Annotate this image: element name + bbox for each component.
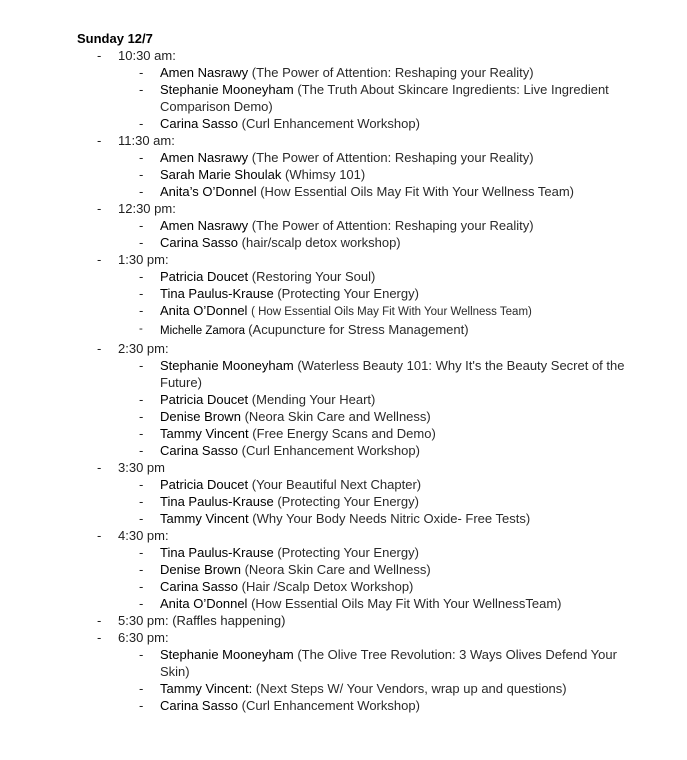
speaker-name: Amen Nasrawy — [160, 150, 249, 165]
session-topic: (The Olive Tree Revolution: 3 Ways Olives Defend Your Skin) — [160, 647, 617, 679]
bullet-dash: - — [139, 358, 144, 373]
session-item — [0, 217, 687, 234]
session-item — [0, 64, 687, 81]
session-item — [0, 510, 687, 527]
speaker-name: Tina Paulus-Krause — [160, 494, 274, 509]
session-list — [0, 268, 687, 340]
session-item — [0, 183, 687, 200]
session-item — [0, 81, 687, 115]
bullet-dash: - — [97, 613, 102, 628]
speaker-name: Tammy Vincent — [160, 511, 249, 526]
session-item — [0, 544, 687, 561]
bullet-dash: - — [97, 528, 102, 543]
time-slot-line — [0, 459, 687, 476]
session-list — [0, 64, 687, 132]
session-list — [0, 476, 687, 527]
speaker-name: Tammy Vincent — [160, 426, 249, 441]
session-item — [0, 149, 687, 166]
bullet-dash: - — [139, 426, 144, 441]
time-slot-line — [0, 47, 687, 64]
bullet-dash: - — [139, 82, 144, 97]
bullet-dash: - — [97, 201, 102, 216]
bullet-dash: - — [139, 323, 143, 335]
bullet-dash: - — [139, 269, 144, 284]
session-topic: (Free Energy Scans and Demo) — [252, 426, 436, 441]
session-topic: (Neora Skin Care and Wellness) — [244, 562, 431, 577]
session-list — [0, 646, 687, 714]
session-list — [0, 544, 687, 612]
time-note: (Raffles happening) — [172, 613, 286, 628]
time-label: 5:30 pm: — [118, 613, 169, 628]
day-heading: Sunday 12/7 — [77, 31, 153, 46]
session-item — [0, 493, 687, 510]
session-topic: (Curl Enhancement Workshop) — [241, 443, 420, 458]
speaker-name: Amen Nasrawy — [160, 218, 249, 233]
speaker-name: Patricia Doucet — [160, 477, 249, 492]
speaker-name: Patricia Doucet — [160, 392, 249, 407]
session-topic: (hair/scalp detox workshop) — [241, 235, 401, 250]
bullet-dash: - — [139, 184, 144, 199]
session-topic: (Mending Your Heart) — [251, 392, 376, 407]
session-list — [0, 217, 687, 251]
session-topic: (Protecting Your Energy) — [277, 494, 419, 509]
time-slot — [0, 251, 687, 340]
session-topic: (How Essential Oils May Fit With Your WellnessTeam) — [251, 596, 562, 611]
bullet-dash: - — [139, 596, 144, 611]
bullet-dash: - — [97, 252, 102, 267]
session-item — [0, 285, 687, 302]
session-item — [0, 578, 687, 595]
schedule-document — [0, 30, 687, 714]
bullet-dash: - — [139, 545, 144, 560]
session-item — [0, 442, 687, 459]
speaker-name: Michelle Zamora — [160, 325, 245, 337]
time-slot-list — [0, 47, 687, 714]
speaker-name: Stephanie Mooneyham — [160, 82, 294, 97]
bullet-dash: - — [97, 48, 102, 63]
bullet-dash: - — [139, 562, 144, 577]
speaker-name: Sarah Marie Shoulak — [160, 167, 282, 182]
session-topic: (Whimsy 101) — [285, 167, 366, 182]
time-slot — [0, 527, 687, 612]
speaker-name: Carina Sasso — [160, 698, 239, 713]
speaker-name: Carina Sasso — [160, 443, 239, 458]
session-topic: (Restoring Your Soul) — [251, 269, 376, 284]
time-label: 3:30 pm — [118, 460, 165, 475]
time-label: 10:30 am: — [118, 48, 176, 63]
time-slot — [0, 132, 687, 200]
time-label: 2:30 pm: — [118, 341, 169, 356]
speaker-name: Tammy Vincent: — [160, 681, 253, 696]
time-slot-line — [0, 527, 687, 544]
speaker-name: Tina Paulus-Krause — [160, 545, 274, 560]
time-slot-line — [0, 200, 687, 217]
speaker-name: Patricia Doucet — [160, 269, 249, 284]
session-item — [0, 166, 687, 183]
speaker-name: Carina Sasso — [160, 235, 239, 250]
session-item — [0, 234, 687, 251]
session-topic: (The Truth About Skincare Ingredients: Live Ingredient Comparison Demo) — [160, 82, 609, 114]
session-item — [0, 408, 687, 425]
session-item — [0, 321, 687, 340]
speaker-name: Carina Sasso — [160, 116, 239, 131]
speaker-name: Carina Sasso — [160, 579, 239, 594]
time-slot — [0, 629, 687, 714]
session-topic: (Protecting Your Energy) — [277, 286, 419, 301]
session-list — [0, 149, 687, 200]
session-topic: (The Power of Attention: Reshaping your Reality) — [251, 218, 534, 233]
session-topic: (The Power of Attention: Reshaping your Reality) — [251, 65, 534, 80]
bullet-dash: - — [139, 579, 144, 594]
session-item — [0, 697, 687, 714]
time-slot-line — [0, 251, 687, 268]
speaker-name: Anita O’Donnel — [160, 303, 248, 318]
speaker-name: Denise Brown — [160, 409, 241, 424]
time-slot — [0, 612, 687, 629]
time-label: 6:30 pm: — [118, 630, 169, 645]
bullet-dash: - — [97, 460, 102, 475]
session-item — [0, 561, 687, 578]
session-topic: (Neora Skin Care and Wellness) — [244, 409, 431, 424]
time-label: 4:30 pm: — [118, 528, 169, 543]
session-topic: (The Power of Attention: Reshaping your Reality) — [251, 150, 534, 165]
bullet-dash: - — [139, 235, 144, 250]
bullet-dash: - — [139, 150, 144, 165]
bullet-dash: - — [139, 286, 144, 301]
speaker-name: Stephanie Mooneyham — [160, 358, 294, 373]
time-slot — [0, 459, 687, 527]
session-topic: (Acupuncture for Stress Management) — [248, 322, 469, 337]
session-item — [0, 476, 687, 493]
time-slot-line — [0, 132, 687, 149]
speaker-name: Amen Nasrawy — [160, 65, 249, 80]
bullet-dash: - — [139, 392, 144, 407]
time-slot — [0, 200, 687, 251]
bullet-dash: - — [139, 116, 144, 131]
time-label: 1:30 pm: — [118, 252, 169, 267]
speaker-name: Denise Brown — [160, 562, 241, 577]
bullet-dash: - — [139, 698, 144, 713]
session-item — [0, 302, 687, 321]
session-topic: (Waterless Beauty 101: Why It's the Beauty Secret of the Future) — [160, 358, 625, 390]
session-item — [0, 391, 687, 408]
time-label: 12:30 pm: — [118, 201, 176, 216]
bullet-dash: - — [139, 443, 144, 458]
bullet-dash: - — [139, 477, 144, 492]
session-topic: (Curl Enhancement Workshop) — [241, 698, 420, 713]
session-topic: (How Essential Oils May Fit With Your Wellness Team) — [260, 184, 575, 199]
time-slot-line — [0, 612, 687, 629]
speaker-name: Anita O’Donnel — [160, 596, 248, 611]
session-topic: (Hair /Scalp Detox Workshop) — [241, 579, 414, 594]
session-topic: (Next Steps W/ Your Vendors, wrap up and questions) — [255, 681, 567, 696]
session-item — [0, 115, 687, 132]
session-topic: (Your Beautiful Next Chapter) — [251, 477, 422, 492]
session-topic: (Protecting Your Energy) — [277, 545, 419, 560]
time-slot-line — [0, 340, 687, 357]
bullet-dash: - — [139, 681, 144, 696]
bullet-dash: - — [139, 303, 144, 318]
bullet-dash: - — [139, 65, 144, 80]
session-topic: ( How Essential Oils May Fit With Your Wellness Team) — [251, 306, 532, 318]
time-slot — [0, 340, 687, 459]
session-topic: (Curl Enhancement Workshop) — [241, 116, 420, 131]
time-label: 11:30 am: — [118, 133, 175, 148]
bullet-dash: - — [97, 341, 102, 356]
bullet-dash: - — [139, 494, 144, 509]
time-slot — [0, 47, 687, 132]
bullet-dash: - — [97, 133, 102, 148]
session-item — [0, 646, 687, 680]
bullet-dash: - — [139, 409, 144, 424]
speaker-name: Anita’s O’Donnel — [160, 184, 257, 199]
bullet-dash: - — [139, 218, 144, 233]
session-item — [0, 595, 687, 612]
session-item — [0, 425, 687, 442]
bullet-dash: - — [139, 167, 144, 182]
session-item — [0, 680, 687, 697]
session-item — [0, 268, 687, 285]
session-topic: (Why Your Body Needs Nitric Oxide- Free Tests) — [252, 511, 531, 526]
time-slot-line — [0, 629, 687, 646]
bullet-dash: - — [97, 630, 102, 645]
speaker-name: Tina Paulus-Krause — [160, 286, 274, 301]
bullet-dash: - — [139, 647, 144, 662]
session-item — [0, 357, 687, 391]
speaker-name: Stephanie Mooneyham — [160, 647, 294, 662]
bullet-dash: - — [139, 511, 144, 526]
session-list — [0, 357, 687, 459]
